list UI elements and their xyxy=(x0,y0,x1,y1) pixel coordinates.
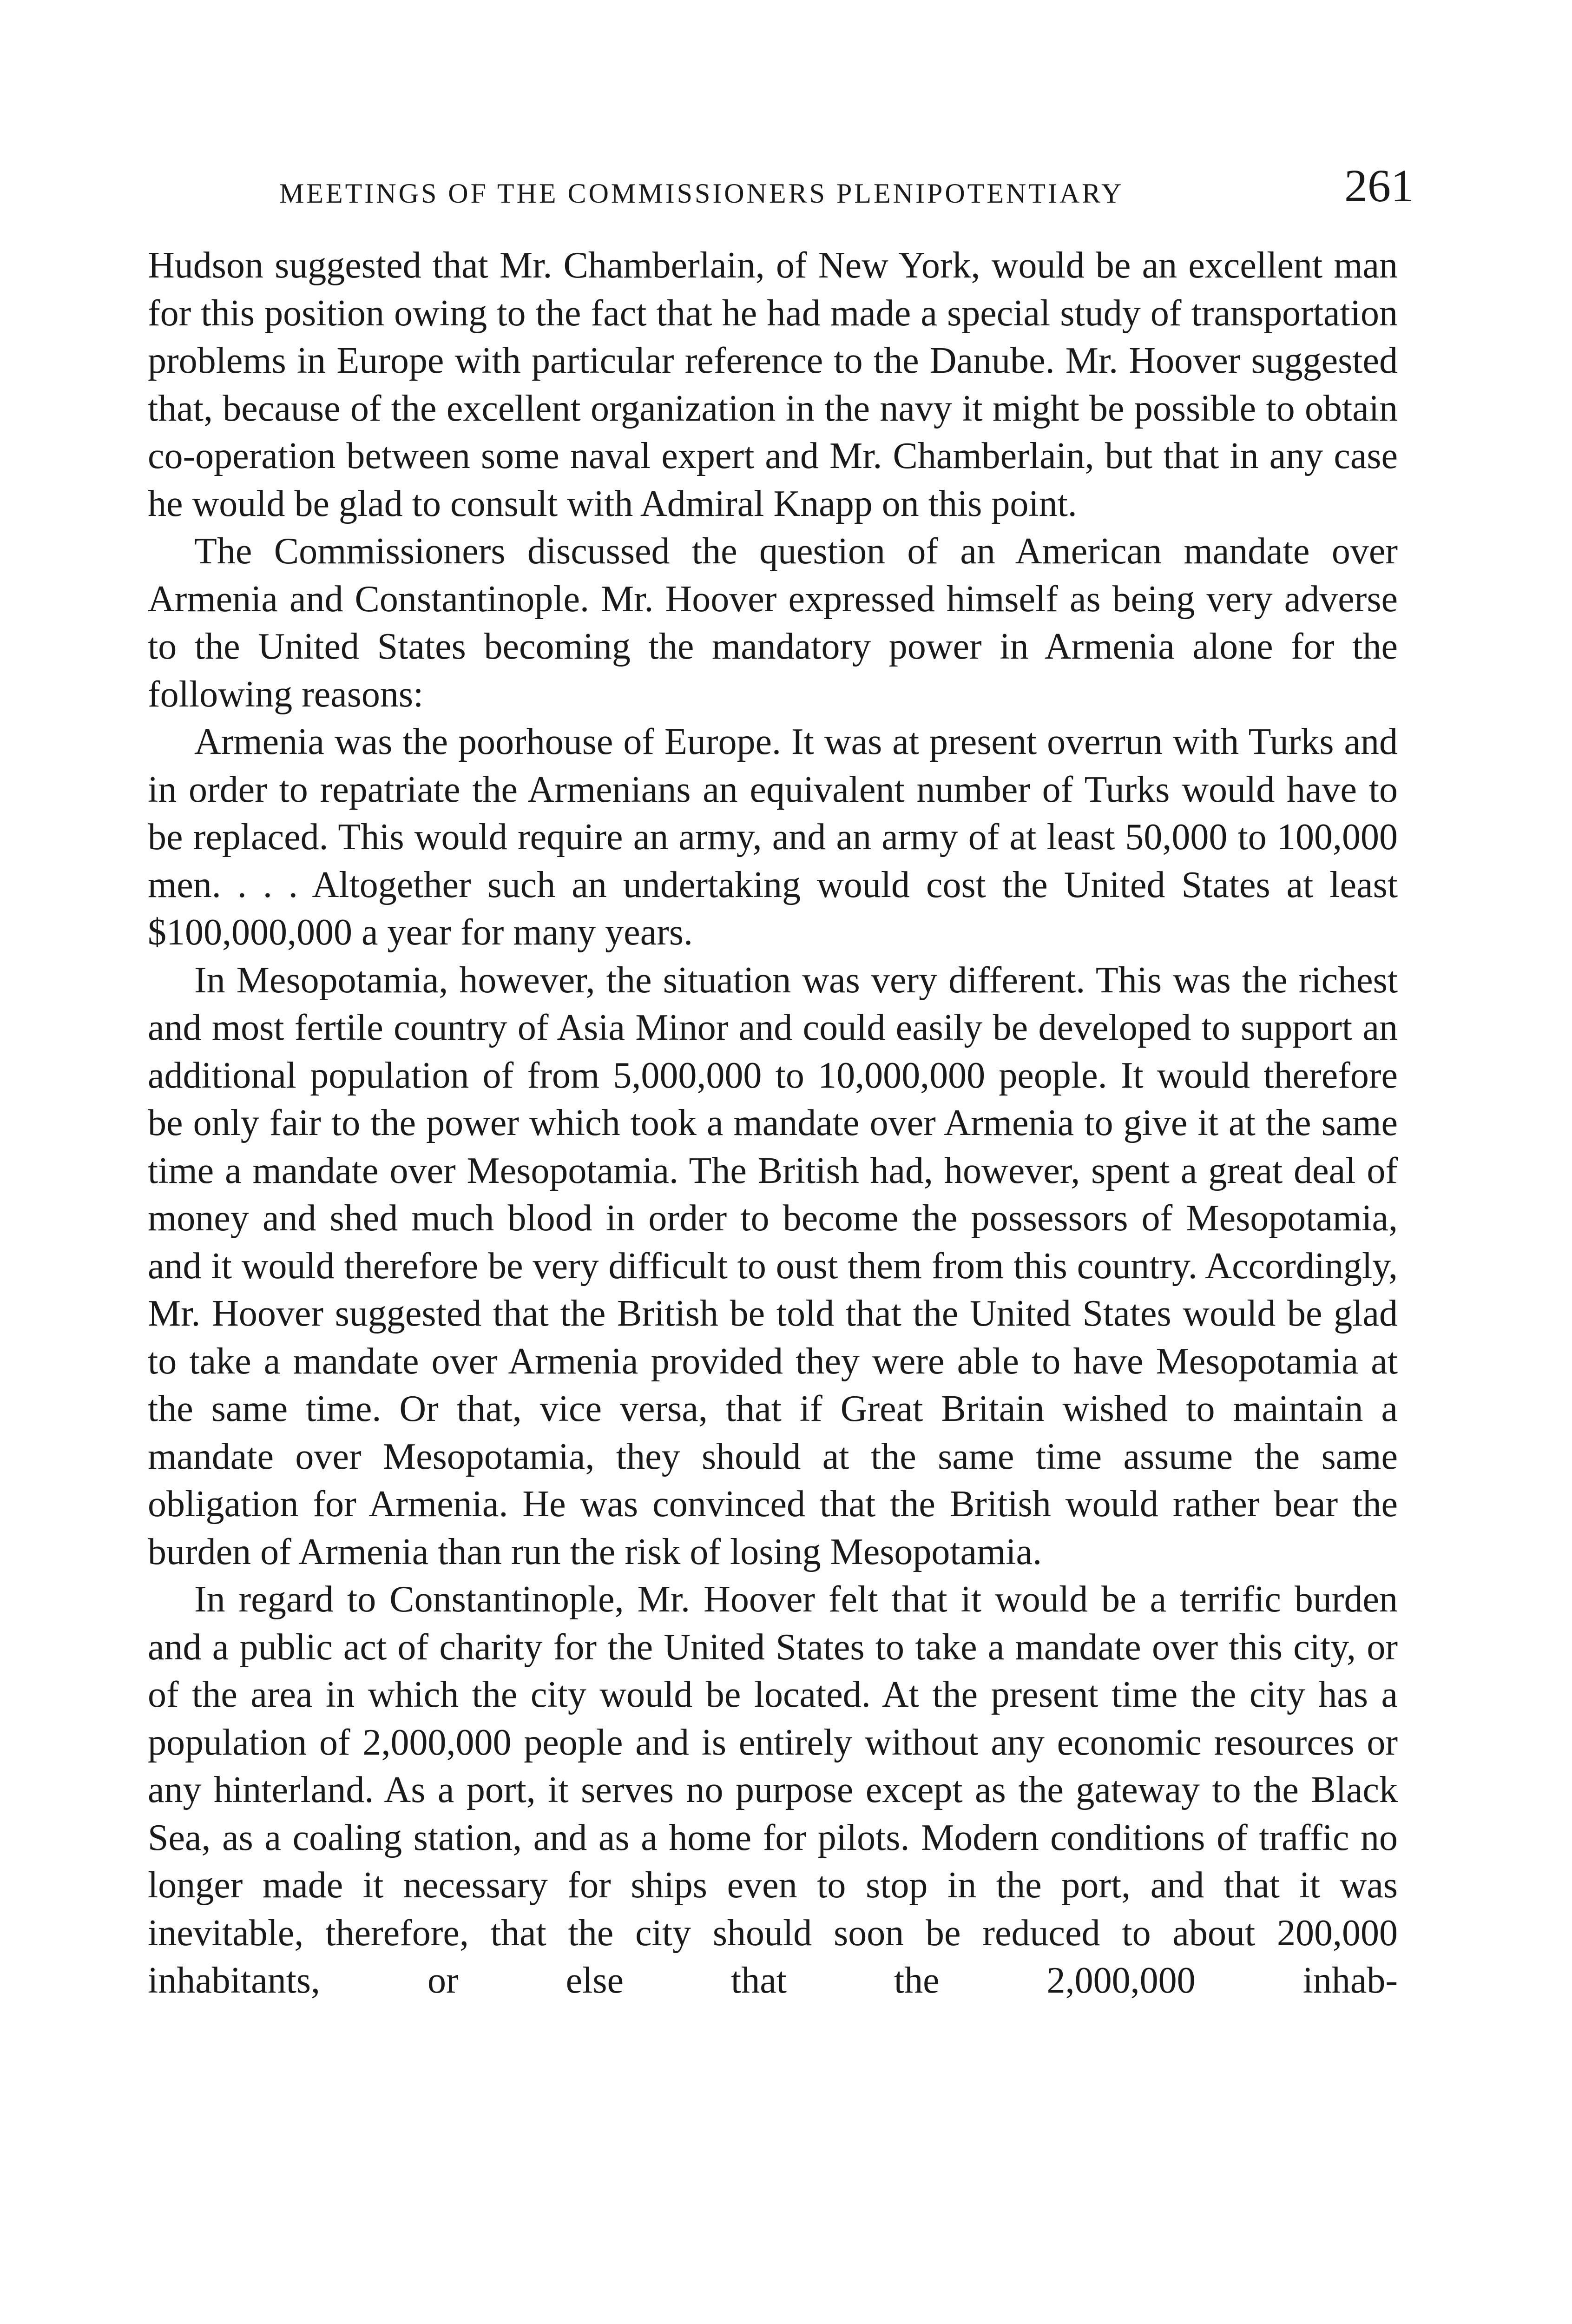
page-header xyxy=(279,160,1414,218)
paragraph-continuation: Hudson suggested that Mr. Chamberlain, of New York, would be an excellent man for this position owing to the fact that he had made a special study of transportation problems in Europe with particular reference to the Danube. Mr. Hoover suggested that, because of the excellent organization in the navy it might be possible to obtain co-operation between some naval expert and Mr. Chamberlain, but that in any case he would be glad to consult with Admiral Knapp on this point. xyxy=(148,245,1398,524)
paragraph-mesopotamia: In Mesopotamia, however, the situation was very different. This was the richest and most fertile country of Asia Minor and could easily be developed to support an additional population of from 5,000,000 to 10,000,000 people. It would therefore be only fair to the power which took a mandate over Armenia to give it at the same time a mandate over Mesopotamia. The British had, however, spent a great deal of money and shed much blood in order to become the possessors of Mesopotamia, and it would therefore be very difficult to oust them from this country. Accordingly, Mr. Hoover suggested that the British be told that the United States would be glad to take a mandate over Armenia provided they were able to have Mesopotamia at the same time. Or that, vice versa, that if Great Britain wished to maintain a mandate over Mesopotamia, they should at the same time assume the same obligation for Armenia. He was convinced that the British would rather bear the burden of Armenia than run the risk of losing Mesopotamia. xyxy=(148,959,1398,1572)
body-text xyxy=(148,242,1398,2005)
paragraph-armenia: Armenia was the poorhouse of Europe. It was at present overrun with Turks and in order to repatriate the Armenians an equivalent number of Turks would have to be replaced. This would require an army, and an army of at least 50,000 to 100,000 men. . . . Altogether such an undertaking would cost the United States at least $100,000,000 a year for many years. xyxy=(148,721,1398,953)
page-number: 261 xyxy=(1344,160,1414,211)
paragraph-constantinople: In regard to Constantinople, Mr. Hoover felt that it would be a terrific burden and a public act of charity for the United States to take a mandate over this city, or of the area in which the city would be located. At the present time the city has a population of 2,000,000 people and is entirely without any economic resources or any hinterland. As a port, it serves no purpose except as the gateway to the Black Sea, as a coaling station, and as a home for pilots. Modern conditions of traffic no longer made it necessary for ships even to stop in the port, and that it was inevitable, therefore, that the city should soon be reduced to about 200,000 inhabitants, or else that the 2,000,000 inhab- xyxy=(148,1579,1398,2001)
paragraph-mandate-question: The Commissioners discussed the question of an American mandate over Armenia and Constantinople. Mr. Hoover expressed himself as being very adverse to the United States becoming the mandatory power in Armenia alone for the following reasons: xyxy=(148,531,1398,715)
running-head: MEETINGS OF THE COMMISSIONERS PLENIPOTENTIARY xyxy=(279,178,1124,209)
